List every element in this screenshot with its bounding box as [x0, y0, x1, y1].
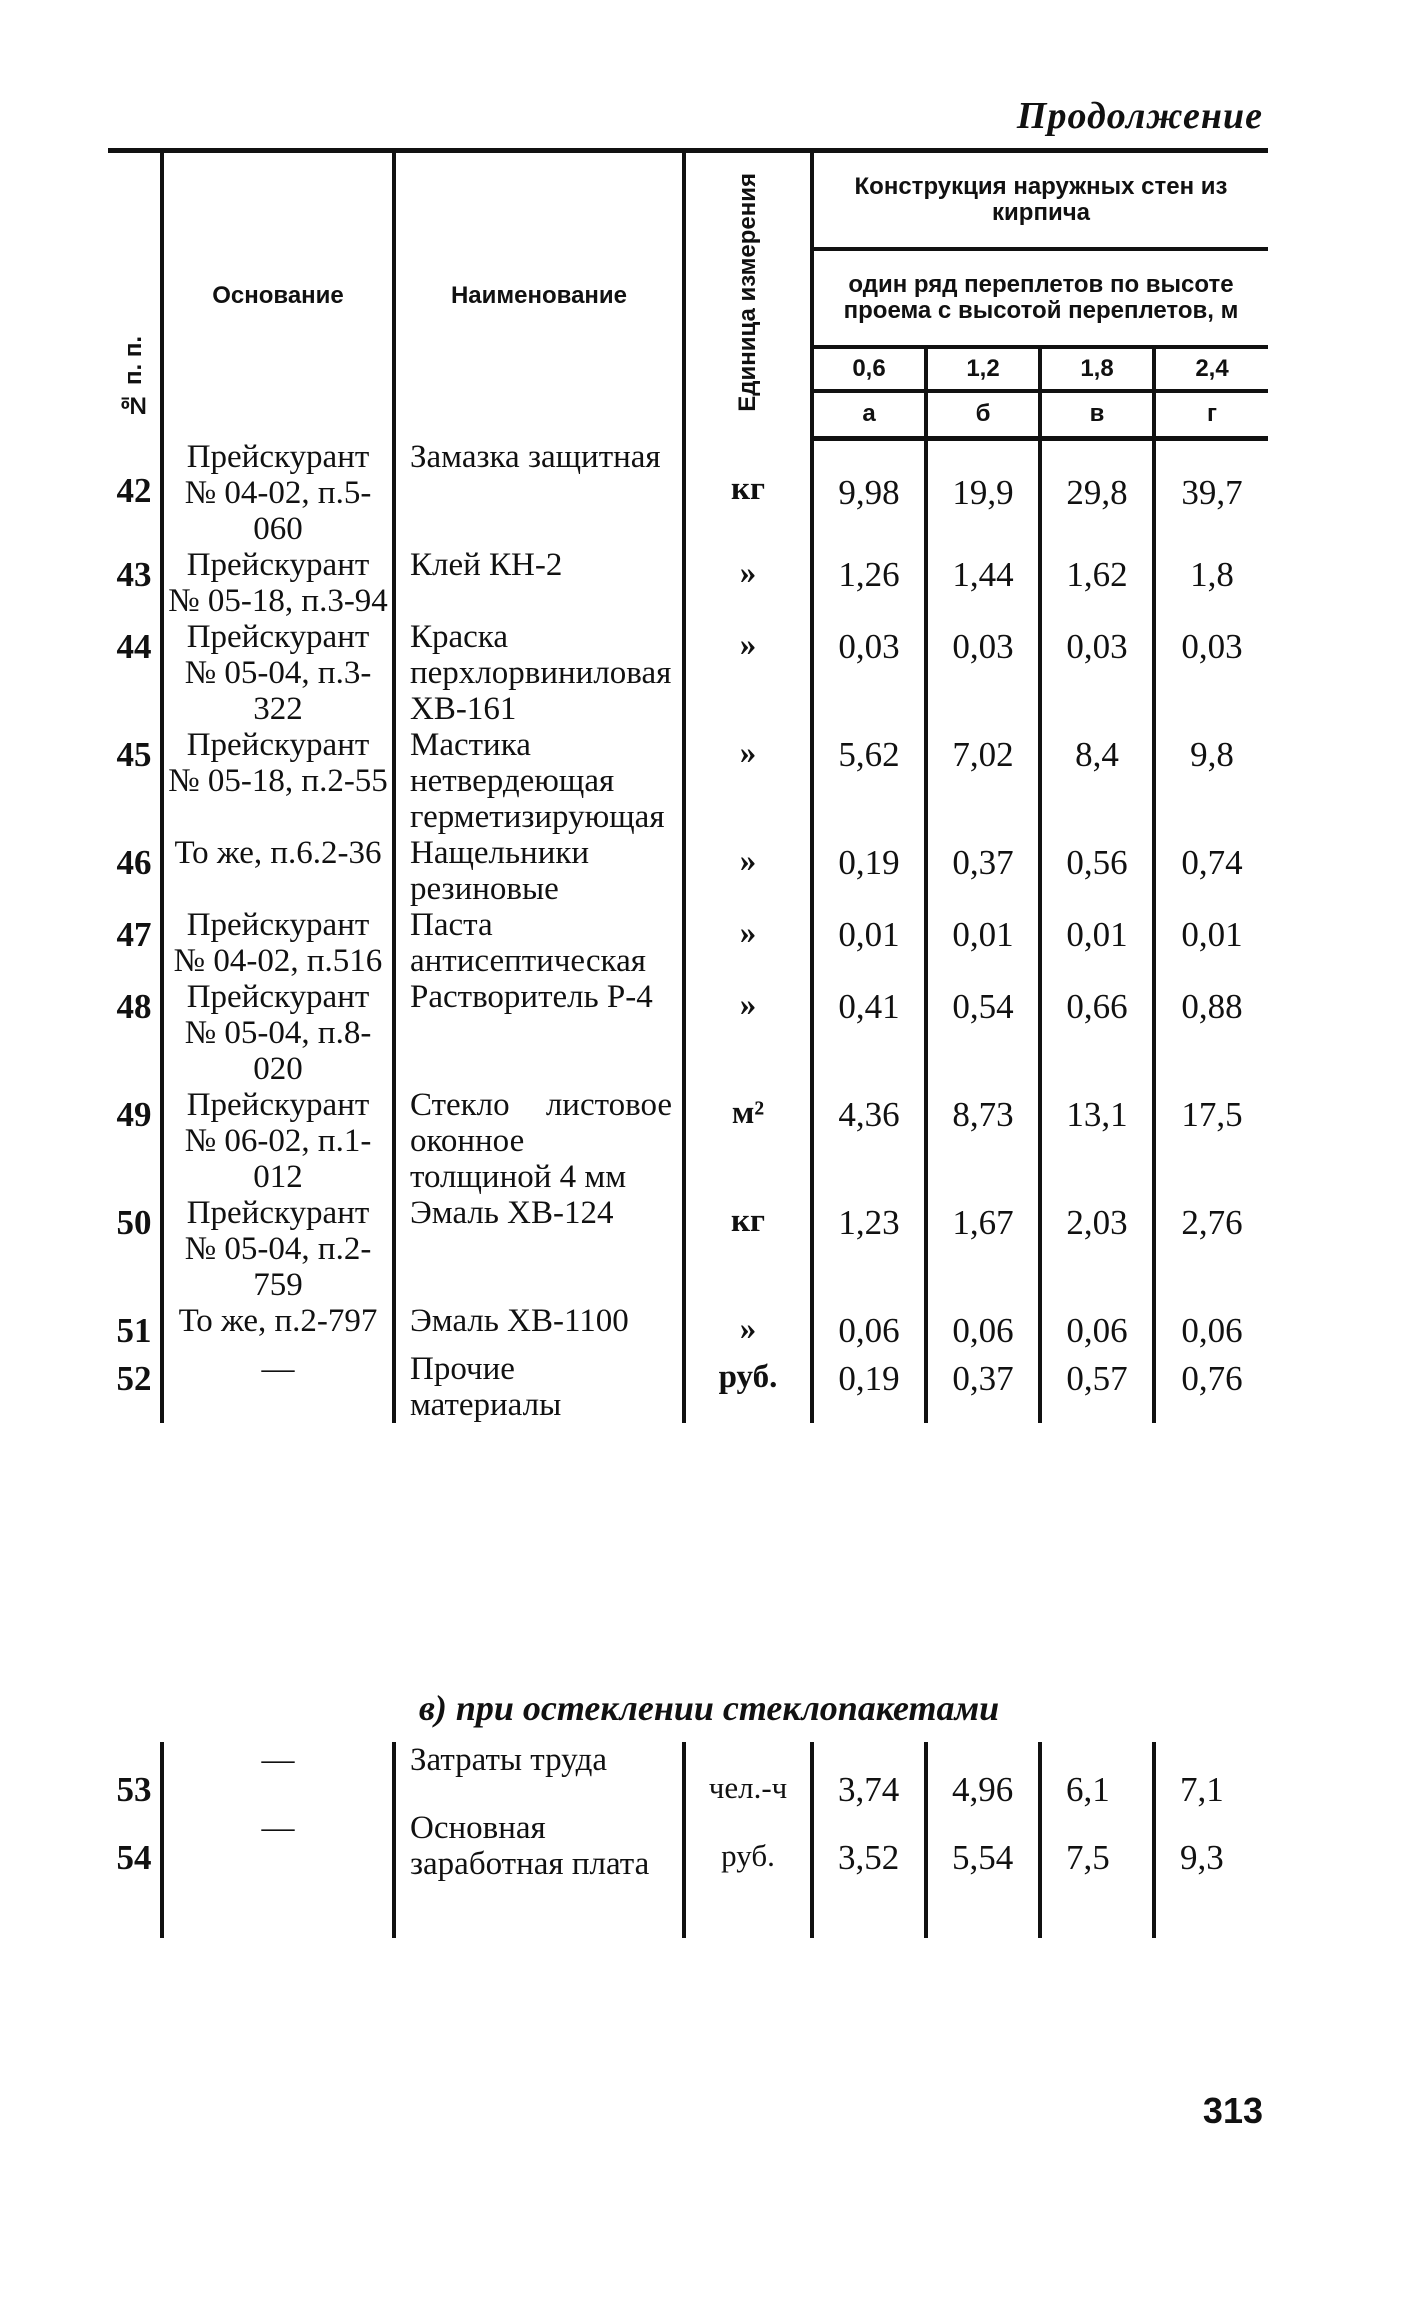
table-row [108, 439, 1268, 547]
table-row [108, 1303, 1268, 1351]
row-value: 0,74 [1154, 835, 1268, 907]
row-name: Основная заработная плата [394, 1810, 684, 1938]
row-number: 49 [116, 1094, 152, 1134]
row-unit: » [684, 727, 812, 835]
row-value: 0,03 [926, 619, 1040, 727]
row-value: 19,9 [926, 439, 1040, 547]
row-value: 5,54 [926, 1810, 1040, 1938]
row-value: 2,76 [1154, 1195, 1268, 1303]
row-value: 1,67 [926, 1195, 1040, 1303]
row-unit: руб. [684, 1810, 812, 1938]
row-value: 0,37 [926, 835, 1040, 907]
row-basis: Прейскурант № 05-18, п.2-55 [162, 727, 394, 835]
row-value: 5,62 [812, 727, 926, 835]
row-value: 0,41 [812, 979, 926, 1087]
section-b-title: в) при остеклении стеклопакетами [418, 1688, 1000, 1728]
row-value: 8,73 [926, 1087, 1040, 1195]
table-row [108, 1351, 1268, 1423]
letter-b: б [926, 391, 1040, 439]
row-name: Затраты труда [394, 1742, 684, 1810]
row-value: 4,36 [812, 1087, 926, 1195]
row-unit: » [684, 1303, 812, 1351]
row-unit: » [684, 835, 812, 907]
row-value: 29,8 [1040, 439, 1154, 547]
table-row [108, 907, 1268, 979]
row-basis: — [162, 1810, 394, 1938]
row-value: 0,37 [926, 1351, 1040, 1423]
row-value: 0,19 [812, 1351, 926, 1423]
row-number: 45 [116, 734, 152, 774]
row-value: 0,01 [1154, 907, 1268, 979]
col-basis-header: Основание [162, 151, 394, 439]
row-value: 0,03 [1040, 619, 1154, 727]
row-unit: » [684, 619, 812, 727]
row-basis: То же, п.2-797 [162, 1303, 394, 1351]
row-value: 0,01 [812, 907, 926, 979]
height-1-8: 1,8 [1040, 347, 1154, 391]
row-number: 50 [116, 1202, 152, 1242]
row-number: 44 [116, 626, 152, 666]
row-value: 1,26 [812, 547, 926, 619]
row-value: 0,19 [812, 835, 926, 907]
row-number: 43 [116, 554, 152, 594]
row-value: 2,03 [1040, 1195, 1154, 1303]
row-value: 6,1 [1040, 1742, 1154, 1810]
height-2-4: 2,4 [1154, 347, 1268, 391]
row-value: 3,74 [812, 1742, 926, 1810]
row-basis: Прейскурант № 04-02, п.5-060 [162, 439, 394, 547]
row-value: 0,06 [1154, 1303, 1268, 1351]
row-value: 4,96 [926, 1742, 1040, 1810]
glazing-table [108, 1742, 1268, 1938]
row-basis: — [162, 1351, 394, 1423]
subgroup-header: один ряд переплетов по высоте проема с высотой переплетов, м [812, 249, 1268, 347]
row-unit: » [684, 547, 812, 619]
row-unit: кг [684, 1195, 812, 1303]
row-number: 42 [116, 470, 152, 510]
row-unit: » [684, 979, 812, 1087]
row-value: 0,03 [1154, 619, 1268, 727]
row-value: 0,06 [1040, 1303, 1154, 1351]
row-basis: Прейскурант № 06-02, п.1-012 [162, 1087, 394, 1195]
materials-table [108, 148, 1268, 1423]
row-name: Эмаль ХВ-124 [394, 1195, 684, 1303]
row-value: 1,8 [1154, 547, 1268, 619]
row-value: 0,76 [1154, 1351, 1268, 1423]
table-row [108, 835, 1268, 907]
page-number: 313 [1202, 2090, 1263, 2131]
table-row [108, 1195, 1268, 1303]
row-name: Клей КН-2 [394, 547, 684, 619]
row-unit: руб. [684, 1351, 812, 1423]
row-name: Прочие материалы [394, 1351, 684, 1423]
materials-table-body [108, 439, 1268, 1423]
continuation-label: Продолжение [1016, 95, 1263, 137]
row-number: 48 [116, 986, 152, 1026]
row-value: 9,98 [812, 439, 926, 547]
row-value: 0,03 [812, 619, 926, 727]
row-value: 0,57 [1040, 1351, 1154, 1423]
row-value: 0,56 [1040, 835, 1154, 907]
row-number: 54 [116, 1838, 152, 1877]
height-0-6: 0,6 [812, 347, 926, 391]
row-value: 8,4 [1040, 727, 1154, 835]
group-header: Конструкция наружных стен из кирпича [812, 151, 1268, 249]
row-basis: — [162, 1742, 394, 1810]
row-value: 39,7 [1154, 439, 1268, 547]
letter-v: в [1040, 391, 1154, 439]
row-name: Нащельники резиновые [394, 835, 684, 907]
row-number: 53 [116, 1770, 152, 1809]
table-row [108, 727, 1268, 835]
row-value: 13,1 [1040, 1087, 1154, 1195]
col-unit-header: Единица измерения [684, 151, 812, 439]
row-unit: м² [684, 1087, 812, 1195]
row-name: Эмаль ХВ-1100 [394, 1303, 684, 1351]
row-value: 17,5 [1154, 1087, 1268, 1195]
row-value: 0,06 [926, 1303, 1040, 1351]
row-value: 0,66 [1040, 979, 1154, 1087]
row-value: 0,01 [1040, 907, 1154, 979]
row-number: 46 [116, 842, 152, 882]
row-value: 0,01 [926, 907, 1040, 979]
row-value: 0,54 [926, 979, 1040, 1087]
table-row [108, 1087, 1268, 1195]
row-value: 7,5 [1040, 1810, 1154, 1938]
row-name: Паста антисептическая [394, 907, 684, 979]
row-basis: То же, п.6.2-36 [162, 835, 394, 907]
row-number: 52 [116, 1358, 152, 1398]
table-row [108, 547, 1268, 619]
row-name: Растворитель Р-4 [394, 979, 684, 1087]
row-value: 3,52 [812, 1810, 926, 1938]
row-name: Замазка защитная [394, 439, 684, 547]
row-basis: Прейскурант № 04-02, п.516 [162, 907, 394, 979]
row-value: 1,23 [812, 1195, 926, 1303]
table-row [108, 979, 1268, 1087]
row-value: 9,3 [1154, 1810, 1268, 1938]
row-value: 9,8 [1154, 727, 1268, 835]
row-basis: Прейскурант № 05-04, п.2-759 [162, 1195, 394, 1303]
row-value: 0,06 [812, 1303, 926, 1351]
row-basis: Прейскурант № 05-18, п.3-94 [162, 547, 394, 619]
row-unit: кг [684, 439, 812, 547]
row-number: 47 [116, 914, 152, 954]
row-basis: Прейскурант № 05-04, п.3-322 [162, 619, 394, 727]
row-value: 7,1 [1154, 1742, 1268, 1810]
row-value: 7,02 [926, 727, 1040, 835]
row-basis: Прейскурант № 05-04, п.8-020 [162, 979, 394, 1087]
row-name: Стекло листовое оконное толщиной 4 мм [394, 1087, 684, 1195]
row-value: 0,88 [1154, 979, 1268, 1087]
row-unit: чел.-ч [684, 1742, 812, 1810]
row-number: 51 [116, 1310, 152, 1350]
table-row [108, 1810, 1268, 1938]
row-value: 1,62 [1040, 547, 1154, 619]
row-unit: » [684, 907, 812, 979]
row-value: 1,44 [926, 547, 1040, 619]
table-row [108, 1742, 1268, 1810]
letter-a: а [812, 391, 926, 439]
glazing-table-body [108, 1742, 1268, 1938]
row-name: Краска перхлорвиниловая ХВ-161 [394, 619, 684, 727]
col-name-header: Наименование [394, 151, 684, 439]
table-row [108, 619, 1268, 727]
letter-g: г [1154, 391, 1268, 439]
height-1-2: 1,2 [926, 347, 1040, 391]
row-name: Мастика нетвердеющая герметизирующая [394, 727, 684, 835]
col-num-header: № п. п. [108, 151, 162, 439]
